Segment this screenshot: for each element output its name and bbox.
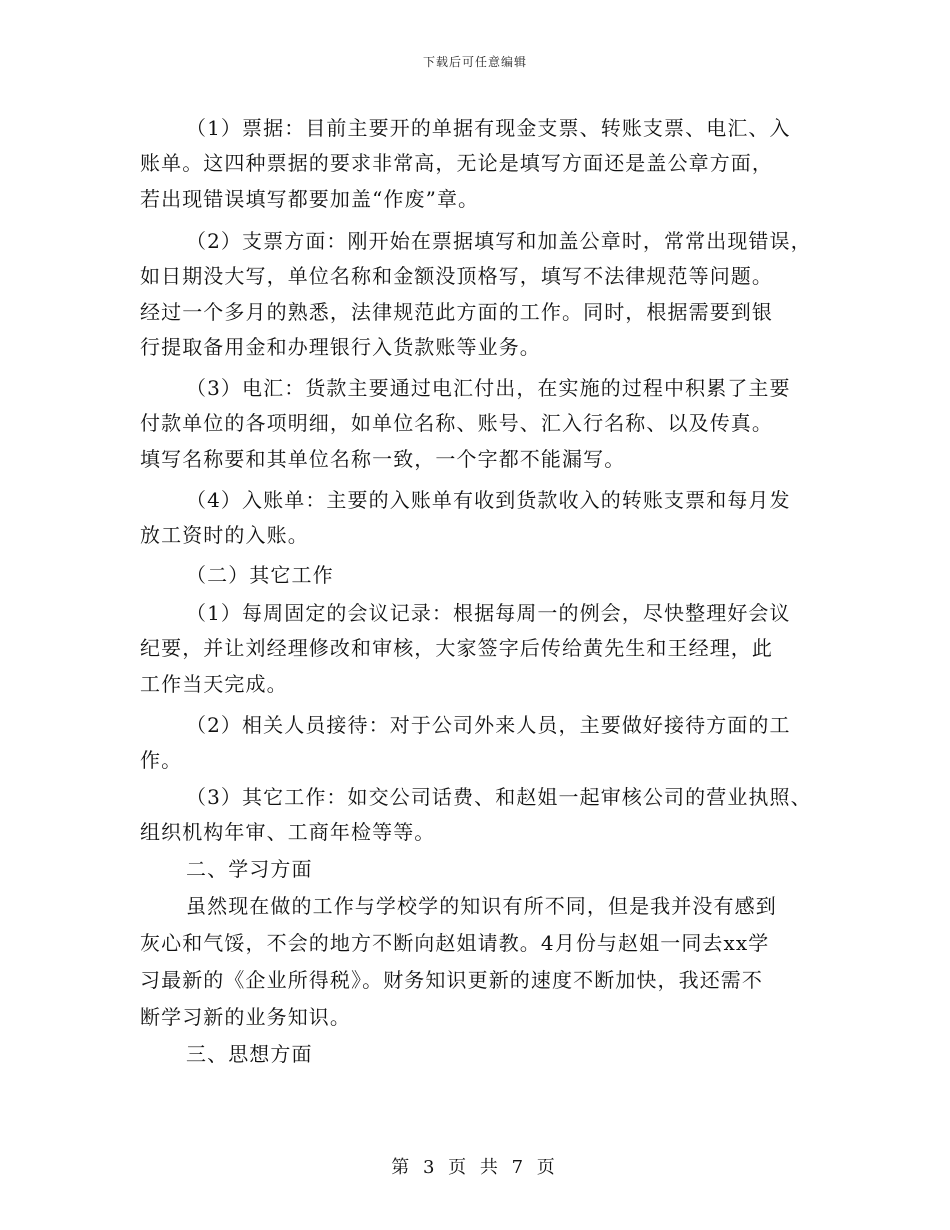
paragraph-line: （3）其它工作：如交公司话费、和赵姐一起审核公司的营业执照、: [186, 785, 812, 809]
paragraph-line: （4）入账单：主要的入账单有收到货款收入的转账支票和每月发: [186, 488, 791, 512]
paragraph-line: 填写名称要和其单位名称一致，一个字都不能漏写。: [140, 447, 626, 471]
page-header: 下载后可任意编辑: [422, 55, 527, 69]
paragraph-line: （3）电汇：货款主要通过电汇付出，在实施的过程中积累了主要: [186, 376, 791, 400]
paragraph-line: 作。: [140, 748, 183, 772]
paragraph-line: 如日期没大写，单位名称和金额没顶格写，填写不法律规范等问题。: [140, 264, 773, 288]
paragraph-line: 灰心和气馁，不会的地方不断向赵姐请教。4月份与赵姐一同去xx学: [140, 931, 770, 955]
paragraph-line: 若出现错误填写都要加盖“作废”章。: [140, 187, 480, 211]
paragraph-line: 付款单位的各项明细，如单位名称、账号、汇入行名称、以及传真。: [140, 411, 773, 435]
section-heading: 三、思想方面: [186, 1042, 313, 1066]
paragraph-line: 纪要，并让刘经理修改和审核，大家签字后传给黄先生和王经理，此: [140, 636, 773, 660]
paragraph-line: 虽然现在做的工作与学校学的知识有所不同，但是我并没有感到: [186, 894, 777, 918]
paragraph-line: 放工资时的入账。: [140, 523, 309, 547]
page-number-footer: 第 3 页 共 7 页: [391, 1157, 559, 1178]
paragraph-line: （2）相关人员接待：对于公司外来人员，主要做好接待方面的工: [186, 713, 791, 737]
paragraph-line: 习最新的《企业所得税》。财务知识更新的速度不断加快，我还需不: [140, 968, 763, 992]
paragraph-line: 行提取备用金和办理银行入货款账等业务。: [140, 335, 541, 359]
paragraph-line: （1）票据：目前主要开的单据有现金支票、转账支票、电汇、入: [186, 116, 791, 140]
paragraph-line: 工作当天完成。: [140, 672, 288, 696]
paragraph-line: （2）支票方面：刚开始在票据填写和加盖公章时，常常出现错误，: [186, 229, 812, 253]
section-heading: 二、学习方面: [186, 857, 313, 881]
paragraph-line: 断学习新的业务知识。: [140, 1005, 351, 1029]
paragraph-line: 组织机构年审、工商年检等等。: [140, 820, 436, 844]
paragraph-line: （1）每周固定的会议记录：根据每周一的例会，尽快整理好会议: [186, 601, 791, 625]
paragraph-line: 经过一个多月的熟悉，法律规范此方面的工作。同时，根据需要到银: [140, 300, 773, 324]
paragraph-line: 账单。这四种票据的要求非常高，无论是填写方面还是盖公章方面，: [140, 151, 773, 175]
section-heading: （二）其它工作: [186, 563, 334, 587]
